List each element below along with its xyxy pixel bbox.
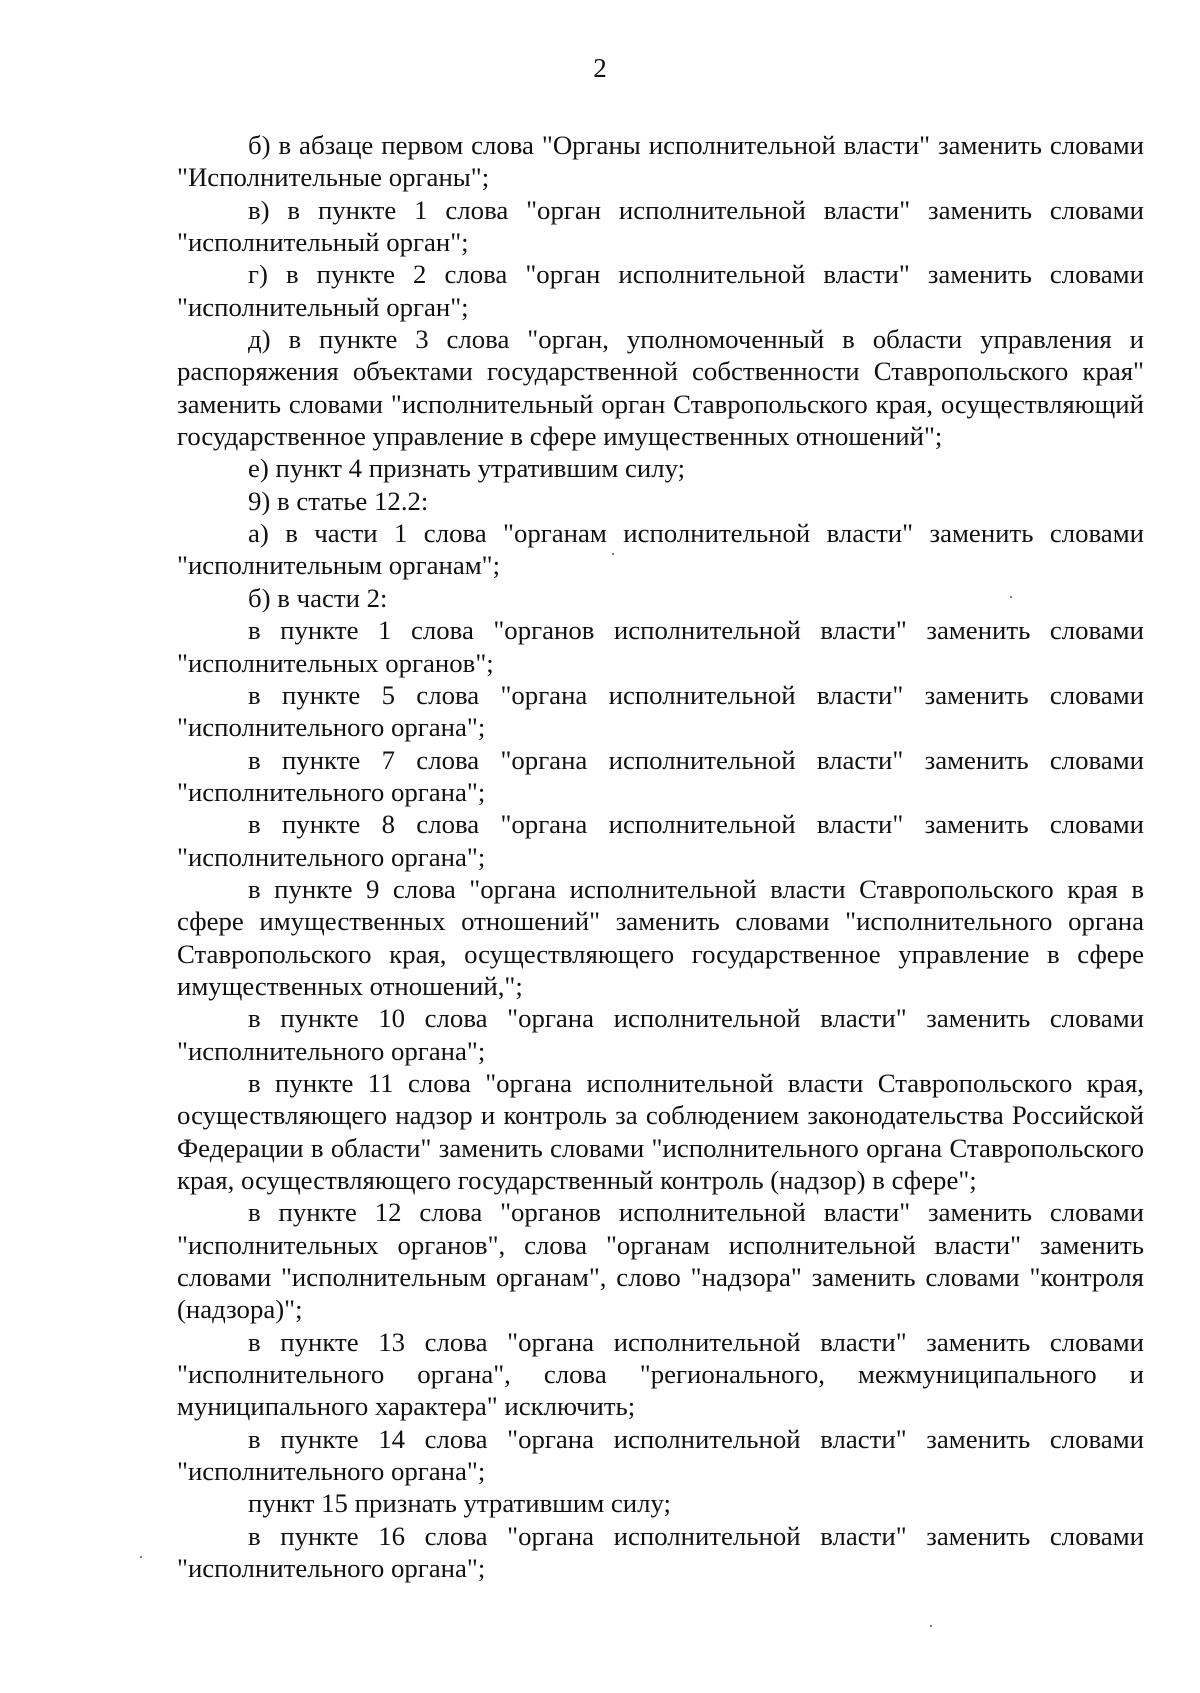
paragraph-punkt-10: в пункте 10 слова "органа исполнительной власти" заменить словами "исполнительного органа"; — [177, 1003, 1144, 1066]
page-number: 2 — [593, 53, 607, 83]
paragraph-punkt-12: в пункте 12 слова "органов исполнительной власти" заменить словами "исполнительных органов", слова "органам исполнительной власти" заменить словами "исполнительным органам", слово "надзора" заменить словами "контроля (надзора)"; — [177, 1197, 1144, 1325]
paragraph-e-punkt-4: е) пункт 4 признать утратившим силу; — [248, 453, 686, 484]
paragraph-d-punkt-3: д) в пункте 3 слова "орган, уполномоченный в области управления и распоряжения объектами государственной собственности Ставропольского края" заменить словами "исполнительный орган Ставропольского края, осуществляющий государственное управление в сфере имущественных отношений"; — [177, 324, 1144, 452]
paragraph-punkt-8: в пункте 8 слова "органа исполнительной власти" заменить словами "исполнительного органа"; — [177, 809, 1144, 872]
paragraph-punkt-9: в пункте 9 слова "органа исполнительной власти Ставропольского края в сфере имущественных отношений" заменить словами "исполнительного органа Ставропольского края, осуществляющего государственное управление в сфере имущественных отношений,"; — [177, 873, 1144, 1001]
scan-speck — [930, 1625, 932, 1627]
scan-speck — [140, 1556, 142, 1558]
scan-speck — [612, 553, 614, 555]
paragraph-punkt-15: пункт 15 признать утратившим силу; — [248, 1488, 671, 1519]
paragraph-punkt-5: в пункте 5 слова "органа исполнительной власти" заменить словами "исполнительного органа"; — [177, 679, 1144, 743]
scan-speck — [1010, 596, 1012, 598]
paragraph-article-12-2: 9) в статье 12.2: — [248, 485, 429, 516]
paragraph-b-first-abzac: б) в абзаце первом слова "Органы исполнительной власти" заменить словами "Исполнительные органы"; — [177, 130, 1144, 193]
paragraph-punkt-16: в пункте 16 слова "органа исполнительной власти" заменить словами "исполнительного органа"; — [177, 1520, 1144, 1584]
paragraph-punkt-11: в пункте 11 слова "органа исполнительной власти Ставропольского края, осуществляющего надзор и контроль за соблюдением законодательства Российской Федерации в области" заменить словами "исполнительного органа Ставропольского края, осуществляющего государственный контроль (надзор) в сфере"; — [177, 1067, 1144, 1195]
document-body — [177, 129, 1144, 1584]
paragraph-g-punkt-2: г) в пункте 2 слова "орган исполнительной власти" заменить словами "исполнительный орган"; — [177, 259, 1144, 322]
paragraph-b-part-2: б) в части 2: — [248, 582, 388, 613]
paragraph-punkt-13: в пункте 13 слова "органа исполнительной власти" заменить словами "исполнительного органа", слова "регионального, межмуниципального и муниципального характера" исключить; — [177, 1326, 1144, 1422]
paragraph-v-punkt-1: в) в пункте 1 слова "орган исполнительной власти" заменить словами "исполнительный орган"; — [177, 194, 1144, 258]
paragraph-punkt-14: в пункте 14 слова "органа исполнительной власти" заменить словами "исполнительного органа"; — [177, 1423, 1144, 1487]
paragraph-punkt-7: в пункте 7 слова "органа исполнительной власти" заменить словами "исполнительного органа"; — [177, 744, 1144, 807]
paragraph-punkt-1: в пункте 1 слова "органов исполнительной власти" заменить словами "исполнительных органов"; — [177, 615, 1144, 678]
paragraph-a-part-1: а) в части 1 слова "органам исполнительной власти" заменить словами "исполнительным органам"; — [177, 518, 1144, 581]
